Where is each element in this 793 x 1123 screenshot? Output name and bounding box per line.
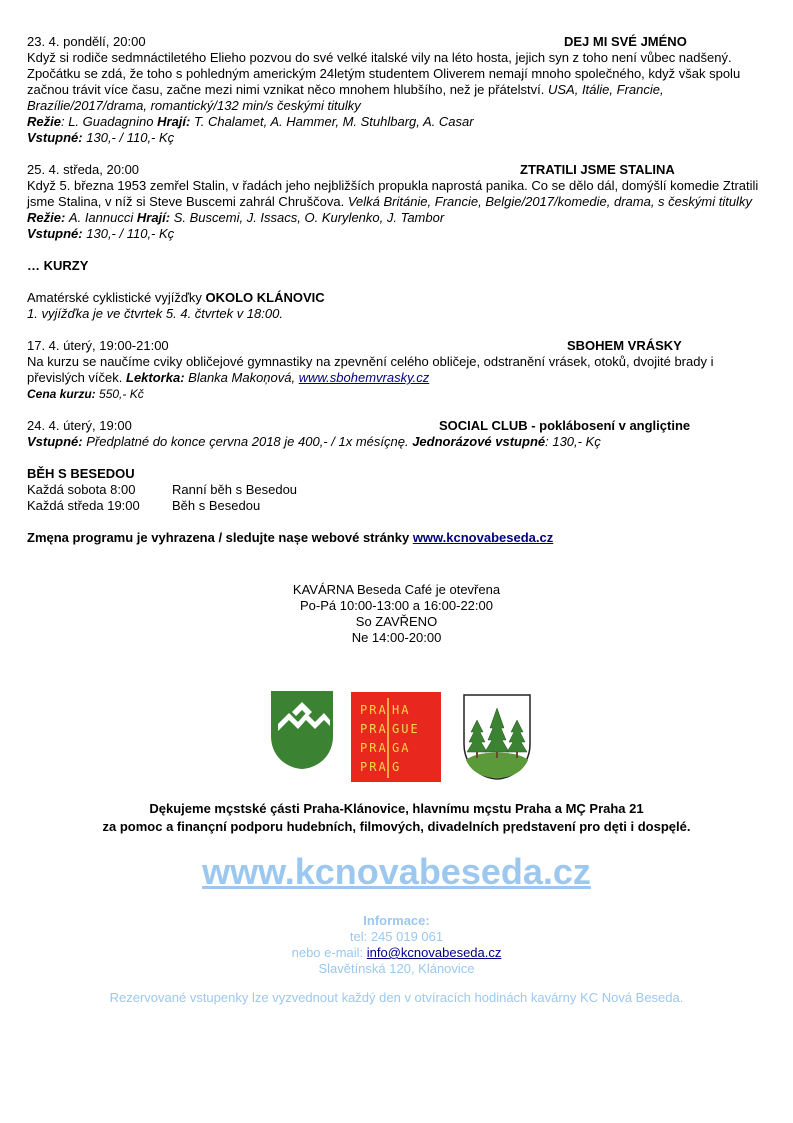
- praha-logo: PRA PRA PRA PRA HA GUE GA G: [351, 692, 441, 782]
- event-title: ZTRATILI JSME STALINA: [520, 162, 675, 177]
- event-price: Vstupné: 130,- / 110,- Kç: [27, 130, 175, 145]
- info-address: Slavětínská 120, Klánovice: [318, 961, 475, 976]
- program-page: [27, 34, 772, 546]
- program-change-note: Zmęna programu je vyhrazena / sledujte nașe webové stránky www.kcnovabeseda.cz: [27, 530, 554, 545]
- event-credits: Režie: L. Guadagnino Hrají: T. Chalamet, A. Hammer, M. Stuhlbarg, A. Casar: [27, 114, 474, 129]
- info-email-line: nebo e-mail: info@kcnovabeseda.cz: [291, 945, 502, 960]
- cafe-hours: KAVÁRNA Beseda Café je otevřena Po-Pá 10:00-13:00 a 16:00-22:00 So ZAVŘENO Ne 14:00-20:00: [292, 582, 501, 645]
- run-row: Každá středa 19:00 Běh s Besedou: [27, 498, 261, 513]
- social-price: Vstupné: Předplatné do konce çervna 2018 je 400,- / 1x mésíçnę. Jednorázové vstupné: 130,- Kç: [27, 434, 601, 449]
- info-heading: Informace:: [363, 913, 430, 928]
- info-phone: tel: 245 019 061: [349, 929, 444, 944]
- contact-info: [0, 913, 793, 977]
- event-description: Když si rodiče sedmnáctiletého Elieho pozvou do své velké italské vily na léto hosta, jejich syn z toho není vůbec nadšený. Zpočátku se zdá, že toho s pohledným americkým 24letým studentem Oliverem nemají mnoho společného, když však spolu začnou trávit více času, začne mezi nimi vznikat něco mnohem hlubšího, než je přátelství. USA, Itálie, Francie, Brazílie/2017/drama, romantický/132 min/s českými titulky: [27, 50, 741, 113]
- event-price: Vstupné: 130,- / 110,- Kç: [27, 226, 175, 241]
- email-link[interactable]: info@kcnovabeseda.cz: [366, 945, 502, 960]
- event-date: 25. 4. středa, 20:00: [27, 162, 140, 177]
- event-description: Když 5. března 1953 zemřel Stalin, v řadách jeho nejbližších propukla naprostá panika. Co se dělo dál, domýšlí komedie Ztratili jsme Stalina, v níž si Steve Buscemi zahrál Chruščova. Velká Británie, Francie, Belgie/2017/komedie, drama, s českými titulky Režie: A. Iannucci Hrají: S. Buscemi, J. Issacs, O. Kurylenko, J. Tambor: [27, 178, 759, 225]
- cycling-item: Amatérské cyklistické vyjížďky OKOLO KLÁNOVIC 1. vyjížďka je ve čtvrtek 5. 4. čtvrtek v 18:00.: [27, 290, 325, 321]
- event-ztratili-jsme-stalina: [27, 162, 772, 242]
- reservation-note: Rezervované vstupenky lze vyzvednout každý den v otvíracích hodinách kavárny KC Nová Beseda.: [109, 990, 684, 1005]
- beh-s-besedou: [27, 466, 772, 514]
- big-website-url[interactable]: www.kcnovabeseda.cz: [202, 851, 591, 892]
- event-dej-mi-sve-jmeno: [27, 34, 772, 146]
- thanks-text: Dękujeme mçstské çásti Praha-Klánovice, hlavnímu mçstu Praha a MÇ Praha 21 za pomoc a finançní podporu hudebních, filmových, divadelních pŗedstavení pro dęti i dospęlé.: [102, 801, 691, 834]
- run-row: Každá sobota 8:00 Ranní běh s Besedou: [27, 482, 298, 497]
- tree-shield-icon: [463, 694, 531, 780]
- social-date: 24. 4. úterý, 19:00: [27, 418, 132, 433]
- kurzy-heading: … KURZY: [27, 258, 89, 273]
- event-title: DEJ MI SVÉ JMÉNO: [564, 34, 687, 49]
- social-title: SOCIAL CLUB - poklábosení v angliçtine: [439, 418, 691, 433]
- sponsor-logos: [0, 690, 793, 782]
- website-link[interactable]: www.kcnovabeseda.cz: [412, 530, 554, 545]
- course-price: Cena kurzu: 550,- Kč: [27, 387, 144, 401]
- klanovice-shield-icon: [270, 690, 334, 770]
- course-title: SBOHEM VRÁSKY: [567, 338, 682, 353]
- beh-heading: BĚH S BESEDOU: [27, 466, 135, 481]
- course-date: 17. 4. úterý, 19:00-21:00: [27, 338, 169, 353]
- course-sbohem-vrasky: [27, 338, 772, 402]
- course-description: Na kurzu se naučíme cviky obličejové gymnastiky na zpevnění celého obličeje, odstranění vrásek, otoků, dvojité brady i převislých víček. Lektorka: Blanka Makoņová, www.sbohemvrasky.cz: [27, 354, 714, 385]
- sbohemvrasky-link[interactable]: www.sbohemvrasky.cz: [298, 370, 430, 385]
- social-club: [27, 418, 772, 450]
- event-date: 23. 4. pondělí, 20:00: [27, 34, 146, 49]
